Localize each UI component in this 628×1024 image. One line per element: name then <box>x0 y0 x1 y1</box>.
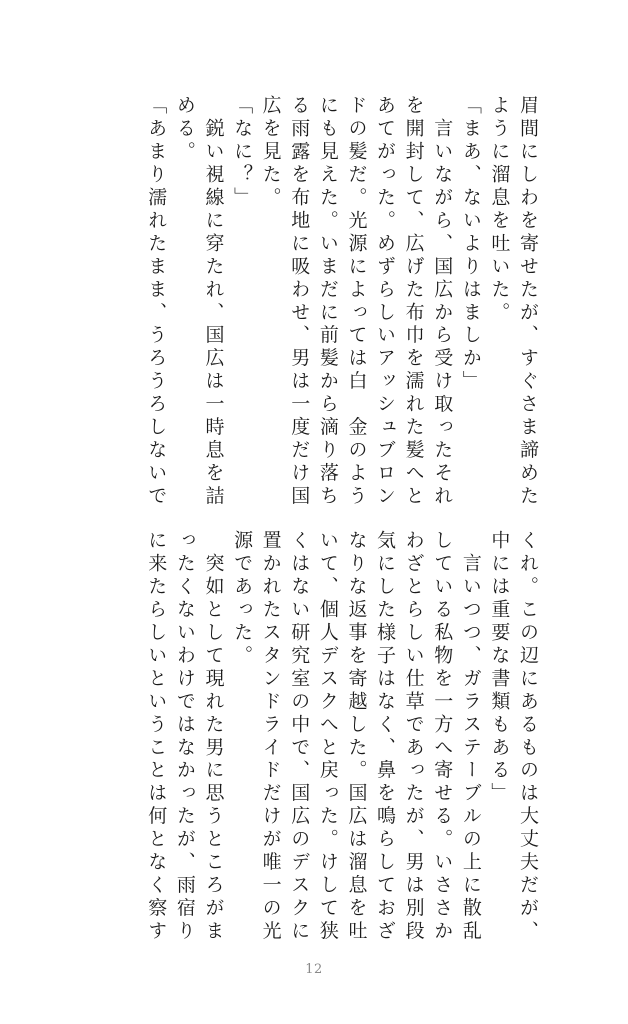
text-line: なりな返事を寄越した。国広は溜息を吐 <box>345 530 368 944</box>
text-block-top <box>142 95 542 509</box>
text-line: る雨露を布地に吸わせ、男は一度だけ国 <box>288 95 311 509</box>
text-line: 言いながら、国広から受け取ったそれ <box>431 95 454 509</box>
text-line: 言いつつ、ガラステーブルの上に散乱 <box>459 530 482 944</box>
text-line: 「まあ、ないよりはましか」 <box>459 95 482 394</box>
text-line: 源であった。 <box>231 530 254 668</box>
text-line: める。 <box>173 95 196 164</box>
text-line: に来たらしいということは何となく察す <box>145 530 168 944</box>
text-line: 広を見た。 <box>259 95 282 210</box>
text-line: わざとらしい仕草であったが、男は別段 <box>402 530 425 944</box>
text-line: 鋭い視線に穿たれ、国広は一時息を詰 <box>202 95 225 509</box>
text-line: 「なに？」 <box>231 95 254 210</box>
text-line: ドの髪だ。光源によっては白 金のよう <box>345 95 368 509</box>
page-number: 12 <box>305 962 323 977</box>
text-line: 置かれたスタンドライドだけが唯一の光 <box>259 530 282 944</box>
text-line: 中には重要な書類もある」 <box>488 530 511 806</box>
text-line: にも見えた。いまだに前髪から滴り落ち <box>316 95 339 509</box>
text-line: を開封して、広げた布巾を濡れた髪へと <box>402 95 425 509</box>
text-line: いて、個人デスクへと戻った。けして狭 <box>316 530 339 944</box>
text-line: ったくないわけではなかったが、雨宿り <box>173 530 196 944</box>
text-line: くはない研究室の中で、国広のデスクに <box>288 530 311 944</box>
text-line: あてがった。めずらしいアッシュブロン <box>374 95 397 509</box>
text-line: 突如として現れた男に思うところがま <box>202 530 225 944</box>
text-line: している私物を一方へ寄せる。いささか <box>431 530 454 944</box>
text-line: 気にした様子はなく、鼻を鳴らしておざ <box>374 530 397 944</box>
text-line: 眉間にしわを寄せたが、すぐさま諦めた <box>517 95 539 509</box>
text-line: ように溜息を吐いた。 <box>488 95 511 325</box>
text-line: 「あまり濡れたまま、うろうろしないで <box>145 95 168 509</box>
text-block-bottom <box>142 530 542 944</box>
text-line: くれ。この辺にあるものは大丈夫だが、 <box>517 530 539 944</box>
